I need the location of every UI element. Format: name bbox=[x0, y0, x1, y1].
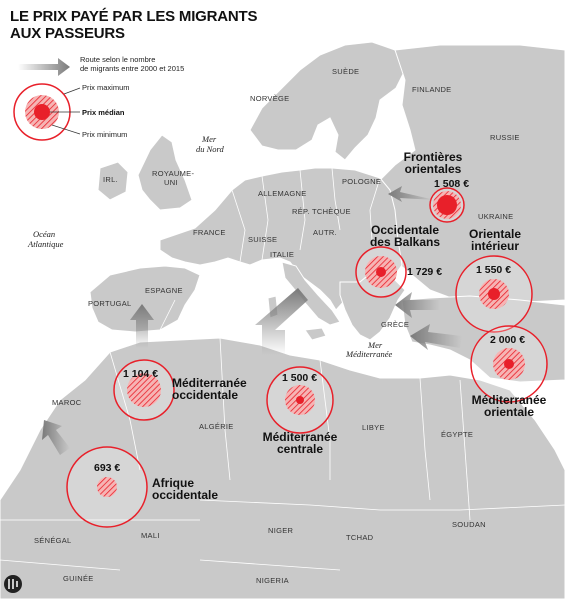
title-line-1: LE PRIX PAYÉ PAR LES MIGRANTS bbox=[10, 8, 258, 25]
label-niger: NIGER bbox=[268, 526, 294, 535]
label-mer-du-nord-1: Mer bbox=[202, 134, 217, 144]
route-median-dot bbox=[296, 396, 304, 404]
label-egypte: ÉGYPTE bbox=[441, 430, 474, 439]
label-norvege: NORVÈGE bbox=[250, 94, 290, 103]
legend-prix-minimum: Prix minimum bbox=[82, 130, 128, 139]
label-mali: MALI bbox=[141, 531, 160, 540]
route-median-dot bbox=[376, 267, 386, 277]
route-name-line: Méditerranée bbox=[172, 376, 247, 390]
arrow-central-med bbox=[255, 288, 308, 355]
route-median-dot bbox=[488, 288, 500, 300]
label-mer-med-2: Méditerranée bbox=[346, 349, 393, 359]
label-allemagne: ALLEMAGNE bbox=[258, 189, 307, 198]
route-name-line: orientale bbox=[483, 405, 535, 419]
title-line-2: AUX PASSEURS bbox=[10, 25, 125, 42]
label-finlande: FINLANDE bbox=[412, 85, 452, 94]
land-sicily bbox=[305, 328, 326, 340]
label-suisse: SUISSE bbox=[248, 235, 278, 244]
route-price: 1 729 € bbox=[407, 266, 443, 278]
label-royaume: ROYAUME- bbox=[152, 169, 195, 178]
route-name-line: Orientale bbox=[468, 227, 522, 241]
route-name-line: orientales bbox=[404, 162, 462, 176]
route-name-line: Afrique bbox=[152, 476, 194, 490]
label-nigeria: NIGERIA bbox=[256, 576, 289, 585]
route-median-dot bbox=[504, 359, 514, 369]
route-name-line: des Balkans bbox=[369, 235, 441, 249]
label-autr: AUTR. bbox=[313, 228, 337, 237]
route-name-line: occidentale bbox=[172, 388, 239, 402]
route-mediterranee-orientale bbox=[471, 326, 547, 419]
label-espagne: ESPAGNE bbox=[145, 286, 183, 295]
route-price: 1 550 € bbox=[476, 264, 512, 276]
label-ukraine: UKRAINE bbox=[478, 212, 514, 221]
label-irl: IRL. bbox=[103, 175, 118, 184]
route-price: 2 000 € bbox=[490, 334, 526, 346]
label-uni: UNI bbox=[164, 178, 178, 187]
label-guinee: GUINÉE bbox=[63, 574, 94, 583]
label-soudan: SOUDAN bbox=[452, 520, 486, 529]
route-name-line: Occidentale bbox=[370, 223, 440, 237]
route-name-line: intérieur bbox=[470, 239, 520, 253]
label-algerie: ALGÉRIE bbox=[199, 422, 234, 431]
route-price: 1 508 € bbox=[434, 178, 470, 190]
label-libye: LIBYE bbox=[362, 423, 385, 432]
label-mer-du-nord-2: du Nord bbox=[196, 144, 224, 154]
label-grece: GRÈCE bbox=[381, 320, 410, 329]
route-median-dot bbox=[437, 195, 457, 215]
label-tchad: TCHAD bbox=[346, 533, 374, 542]
route-price: 1 500 € bbox=[282, 372, 318, 384]
label-rep-tcheque: RÉP. TCHÈQUE bbox=[292, 207, 351, 216]
route-price: 1 104 € bbox=[123, 368, 159, 380]
label-russie: RUSSIE bbox=[490, 133, 520, 142]
label-italie: ITALIE bbox=[270, 250, 295, 259]
legend-prix-median: Prix médian bbox=[82, 108, 125, 117]
route-name-line: occidentale bbox=[152, 488, 219, 502]
route-price: 693 € bbox=[94, 462, 121, 474]
route-name-line: Frontières bbox=[403, 150, 463, 164]
legend-route-line-1: Route selon le nombre bbox=[80, 55, 156, 64]
logo bbox=[4, 575, 22, 593]
label-pologne: POLOGNE bbox=[342, 177, 382, 186]
label-portugal: PORTUGAL bbox=[88, 299, 132, 308]
label-france: FRANCE bbox=[193, 228, 226, 237]
label-senegal: SÉNÉGAL bbox=[34, 536, 72, 545]
arrow-legend bbox=[18, 58, 70, 76]
label-maroc: MAROC bbox=[52, 398, 82, 407]
route-min-circle bbox=[97, 477, 117, 497]
legend-prix-maximum: Prix maximum bbox=[82, 83, 130, 92]
label-ocean-2: Atlantique bbox=[28, 239, 64, 249]
route-name-line: centrale bbox=[276, 442, 324, 456]
legend-median-dot bbox=[34, 104, 50, 120]
legend-route-line-2: de migrants entre 2000 et 2015 bbox=[80, 64, 185, 73]
route-name-line: Méditerranée bbox=[471, 393, 547, 407]
route-mediterranee-centrale bbox=[263, 367, 338, 456]
label-mer-med-1: Mer bbox=[368, 340, 383, 350]
label-ocean-1: Océan bbox=[33, 229, 56, 239]
route-name-line: Méditerranée bbox=[262, 430, 338, 444]
label-suede: SUÈDE bbox=[332, 67, 360, 76]
